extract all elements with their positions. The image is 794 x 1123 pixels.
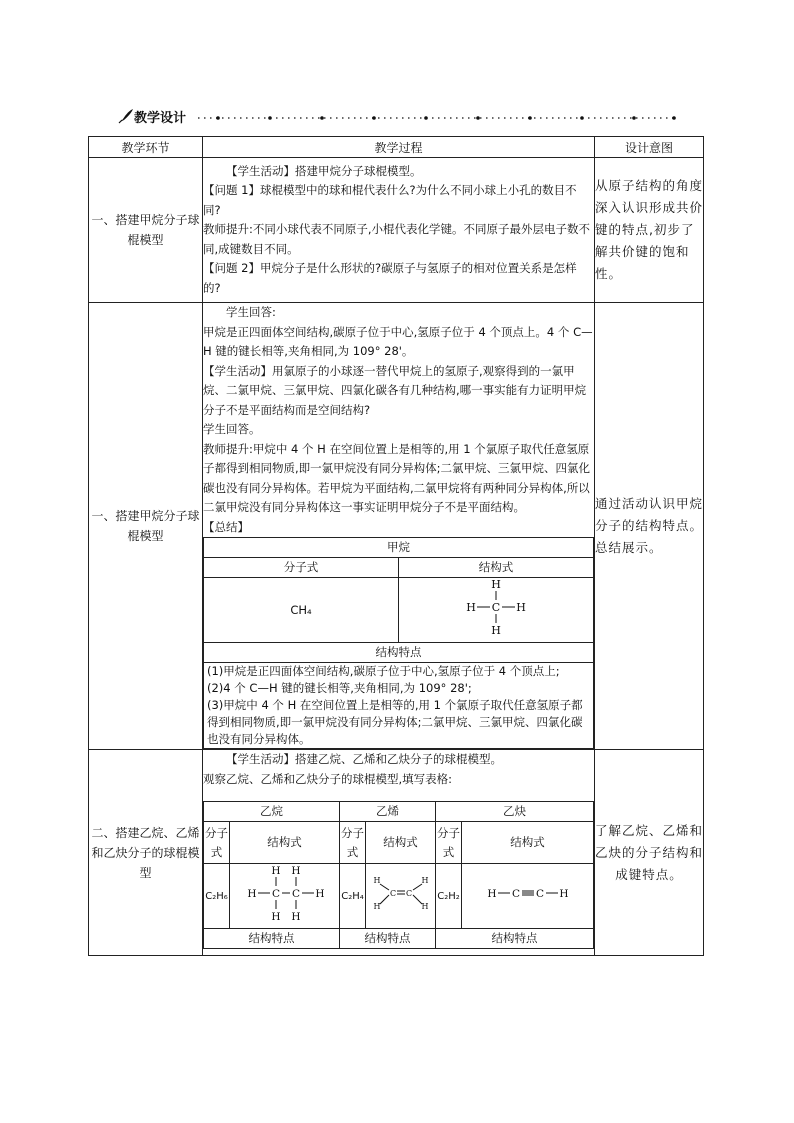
svg-text:H: H [314,888,325,900]
stage-cell: 一、搭建甲烷分子球棍模型 [89,158,203,303]
process-text: 【学生活动】搭建甲烷分子球棍模型。 [226,163,422,178]
svg-text:C: C [271,888,280,900]
svg-text:C: C [405,889,412,898]
ethylene-header: 乙烯 [340,802,436,822]
ethylene-structural-formula [369,869,433,917]
svg-text:H: H [290,865,301,877]
table-row [89,303,704,750]
svg-text:C: C [491,601,501,614]
process-text: 【问题 2】甲烷分子是什么形状的?碳原子与氢原子的相对位置关系是怎样的? [203,261,577,295]
process-text: 观察乙烷、乙烯和乙炔分子的球棍模型,填写表格: [203,771,453,786]
methane-structure-cell [399,578,594,643]
process-cell [203,303,595,750]
ethane-mf-label: 分子式 [204,822,230,864]
intent-cell: 从原子结构的角度深入认识形成共价键的特点,初步了解共价键的饱和性。 [595,158,704,303]
acetylene-header: 乙炔 [436,802,594,822]
svg-text:C: C [291,888,300,900]
summary-feature-title: 结构特点 [204,643,594,663]
acetylene-sf-label: 结构式 [462,822,594,864]
process-cell [203,158,595,303]
process-text: 【学生活动】用氯原子的小球逐一替代甲烷上的氢原子,观察得到的一氯甲烷、二氯甲烷、三氯甲烷、四氯化碳各有几种结构,哪一事实能有力证明甲烷分子不是平面结构而是空间结构? [203,363,587,417]
methane-structural-formula [461,578,531,636]
svg-text:H: H [290,911,301,922]
summary-col-formula: 分子式 [204,558,399,578]
process-text: 【总结】 [203,519,249,534]
table-row [89,158,704,303]
section-header [118,106,678,126]
process-text: 【问题 1】球棍模型中的球和棍代表什么?为什么不同小球上小孔的数目不同? [203,183,577,217]
header-stage: 教学环节 [89,137,203,158]
svg-text:C: C [535,888,544,900]
process-text: 学生回答。 [203,422,261,436]
ethylene-mf-label: 分子式 [340,822,366,864]
svg-text:H: H [270,911,281,922]
acetylene-feature-label: 结构特点 [436,929,594,949]
ethylene-formula: C₂H₄ [340,864,366,929]
ethane-sf-label: 结构式 [230,822,340,864]
svg-text:H: H [421,902,428,911]
ethane-structural-formula [240,864,330,922]
process-text: 【学生活动】搭建乙烷、乙烯和乙炔分子的球棍模型。 [226,752,502,766]
svg-text:H: H [486,888,497,900]
section-title: 教学设计 [134,111,187,126]
hydrocarbon-compare-table [203,801,594,949]
table-row [89,750,704,956]
ethylene-sf-label: 结构式 [366,822,436,864]
acetylene-structure-cell [462,864,594,929]
acetylene-structural-formula [486,883,570,903]
svg-text:H: H [270,865,281,877]
ethane-structure-cell [230,864,340,929]
acetylene-mf-label: 分子式 [436,822,462,864]
methane-summary-table [203,537,594,749]
svg-text:C: C [389,889,396,898]
svg-text:H: H [516,601,526,614]
stage-cell: 二、搭建乙烷、乙烯和乙炔分子的球棍模型 [89,750,203,956]
header-intent: 设计意图 [595,137,704,158]
pen-icon [118,108,134,124]
svg-text:H: H [491,624,501,636]
svg-text:C: C [511,888,520,900]
svg-text:H: H [373,876,380,885]
intent-cell: 了解乙烷、乙烯和乙炔的分子结构和成键特点。 [595,750,704,956]
svg-text:H: H [373,902,380,911]
header-process: 教学过程 [203,137,595,158]
process-text: 学生回答: [226,305,276,319]
feature-item: (2)4 个 C—H 键的键长相等,夹角相同,为 109° 28'; [207,681,472,695]
svg-text:H: H [466,601,476,614]
svg-text:H: H [491,578,501,591]
process-text: 甲烷是正四面体空间结构,碳原子位于中心,氢原子位于 4 个顶点上。4 个 C—H 键的键长相等,夹角相同,为 109° 28'。 [203,324,593,358]
summary-features [204,663,594,749]
lesson-plan-table [88,136,704,956]
feature-item: (1)甲烷是正四面体空间结构,碳原子位于中心,氢原子位于 4 个顶点上; [207,664,560,678]
intent-cell: 通过活动认识甲烷分子的结构特点。总结展示。 [595,303,704,750]
methane-formula: CH₄ [204,578,399,643]
svg-text:H: H [421,876,428,885]
ethane-feature-label: 结构特点 [204,929,340,949]
svg-text:H: H [246,888,257,900]
acetylene-formula: C₂H₂ [436,864,462,929]
table-header-row [89,137,704,158]
summary-col-structure: 结构式 [399,558,594,578]
svg-text:H: H [558,888,569,900]
ethane-header: 乙烷 [204,802,340,822]
summary-title: 甲烷 [204,538,594,558]
process-cell [203,750,595,956]
process-text: 教师提升:不同小球代表不同原子,小棍代表化学键。不同原子最外层电子数不同,成键数目不同。 [203,222,591,256]
dotted-divider [198,116,678,120]
stage-cell: 一、搭建甲烷分子球棍模型 [89,303,203,750]
feature-item: (3)甲烷中 4 个 H 在空间位置上是相等的,用 1 个氯原子取代任意氢原子都得到相同物质,即一氯甲烷没有同分异构体;二氯甲烷、三氯甲烷、四氯化碳也没有同分异构体。 [207,698,583,746]
ethylene-structure-cell [366,864,436,929]
ethylene-feature-label: 结构特点 [340,929,436,949]
ethane-formula: C₂H₆ [204,864,230,929]
process-text: 教师提升:甲烷中 4 个 H 在空间位置上是相等的,用 1 个氯原子取代任意氢原子都得到相同物质,即一氯甲烷没有同分异构体;二氯甲烷、三氯甲烷、四氯化碳也没有同分异构体。若甲烷为平面结构,二氯甲烷将有两种同分异构体,所以二氯甲烷没有同分异构体这一事实证明甲烷分子不是平面结构。 [203,441,591,514]
